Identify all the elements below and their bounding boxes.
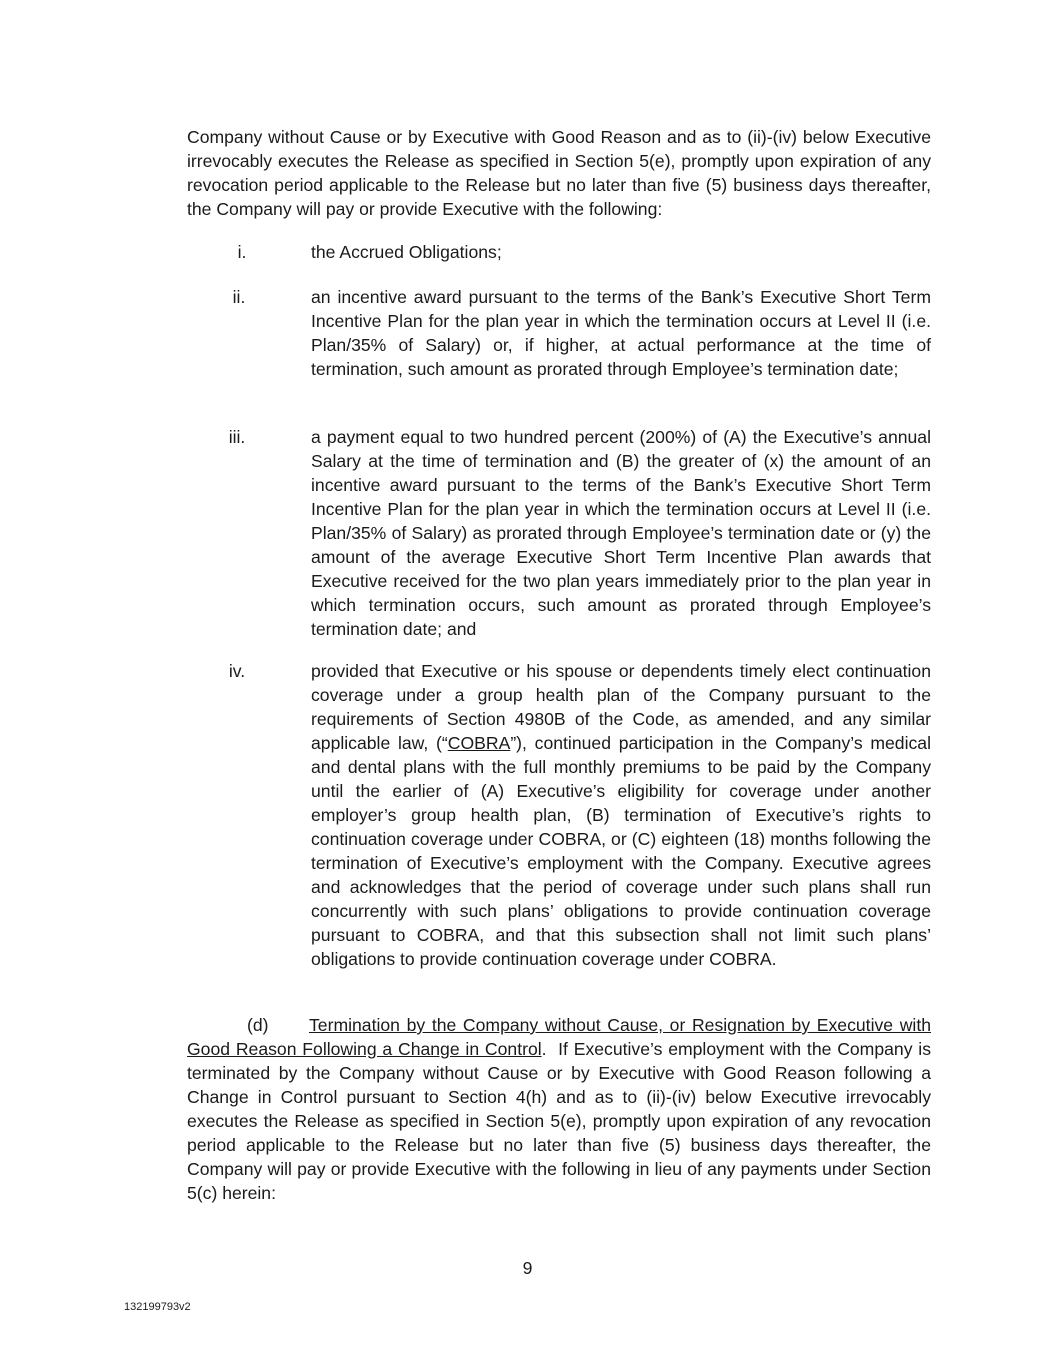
section-d-body: If Executive’s employment with the Company is terminated by the Company without Cause or by Executive with Good Reason following a Change in Control pursuant to Section 4(h) and as to (ii)-(iv) below Executive irrevocably executes the Release as specified in Section 5(e), promptly upon expiration of any revocation period applicable to the Release but no later than five (5) business days thereafter, the Company will pay or provide Executive with the following in lieu of any payments under Section 5(c) herein: xyxy=(187,1039,931,1203)
list-item-number: i. xyxy=(237,242,247,262)
list-item-number: iii. xyxy=(228,427,246,447)
page-number: 9 xyxy=(522,1258,533,1278)
section-d-heading-end: . xyxy=(541,1039,547,1059)
cobra-defined-term: COBRA xyxy=(447,733,511,753)
list-item-text-before: provided that Executive or his spouse or dependents timely elect continuation coverage under a group health plan of the Company pursuant to the requirements of Section 4980B of the Code, as amended, and any similar applicable law, (“ xyxy=(311,661,931,753)
list-item-number: iv. xyxy=(228,661,246,681)
section-d-label: (d) xyxy=(247,1015,269,1035)
list-item-text: an incentive award pursuant to the terms of the Bank’s Executive Short Term Incentive Plan for the plan year in which the termination occurs at Level II (i.e. Plan/35% of Salary) or, if higher, at actual performance at the time of termination, such amount as prorated through Employee’s termination date; xyxy=(311,287,931,379)
intro-paragraph: Company without Cause or by Executive with Good Reason and as to (ii)-(iv) below Executive irrevocably executes the Release as specified in Section 5(e), promptly upon expiration of any revocation period applicable to the Release but no later than five (5) business days thereafter, the Company will pay or provide Executive with the following: xyxy=(187,127,931,219)
list-item-text xyxy=(311,659,931,971)
list-item-text: a payment equal to two hundred percent (200%) of (A) the Executive’s annual Salary at the time of termination and (B) the greater of (x) the amount of an incentive award pursuant to the terms of the Bank’s Executive Short Term Incentive Plan for the plan year in which the termination occurs at Level II (i.e. Plan/35% of Salary) as prorated through Employee’s termination date or (y) the amount of the average Executive Short Term Incentive Plan awards that Executive received for the two plan years immediately prior to the plan year in which termination occurs, such amount as prorated through Employee’s termination date; and xyxy=(311,427,931,639)
document-id: 132199793v2 xyxy=(124,1301,191,1313)
section-d-paragraph xyxy=(187,1013,931,1205)
section-d-heading: Termination by the Company without Cause, or Resignation by Executive with Good Reason Following a Change in Control xyxy=(187,1015,931,1059)
list-item-text: the Accrued Obligations; xyxy=(311,242,502,262)
list-item-text-after: ”), continued participation in the Company’s medical and dental plans with the full monthly premiums to be paid by the Company until the earlier of (A) Executive’s eligibility for coverage under another employer’s group health plan, (B) termination of Executive’s rights to continuation coverage under COBRA, or (C) eighteen (18) months following the termination of Executive’s employment with the Company. Executive agrees and acknowledges that the period of coverage under such plans shall run concurrently with such plans’ obligations to provide continuation coverage pursuant to COBRA, and that this subsection shall not limit such plans’ obligations to provide continuation coverage under COBRA. xyxy=(311,733,931,969)
list-item-number: ii. xyxy=(232,287,246,307)
